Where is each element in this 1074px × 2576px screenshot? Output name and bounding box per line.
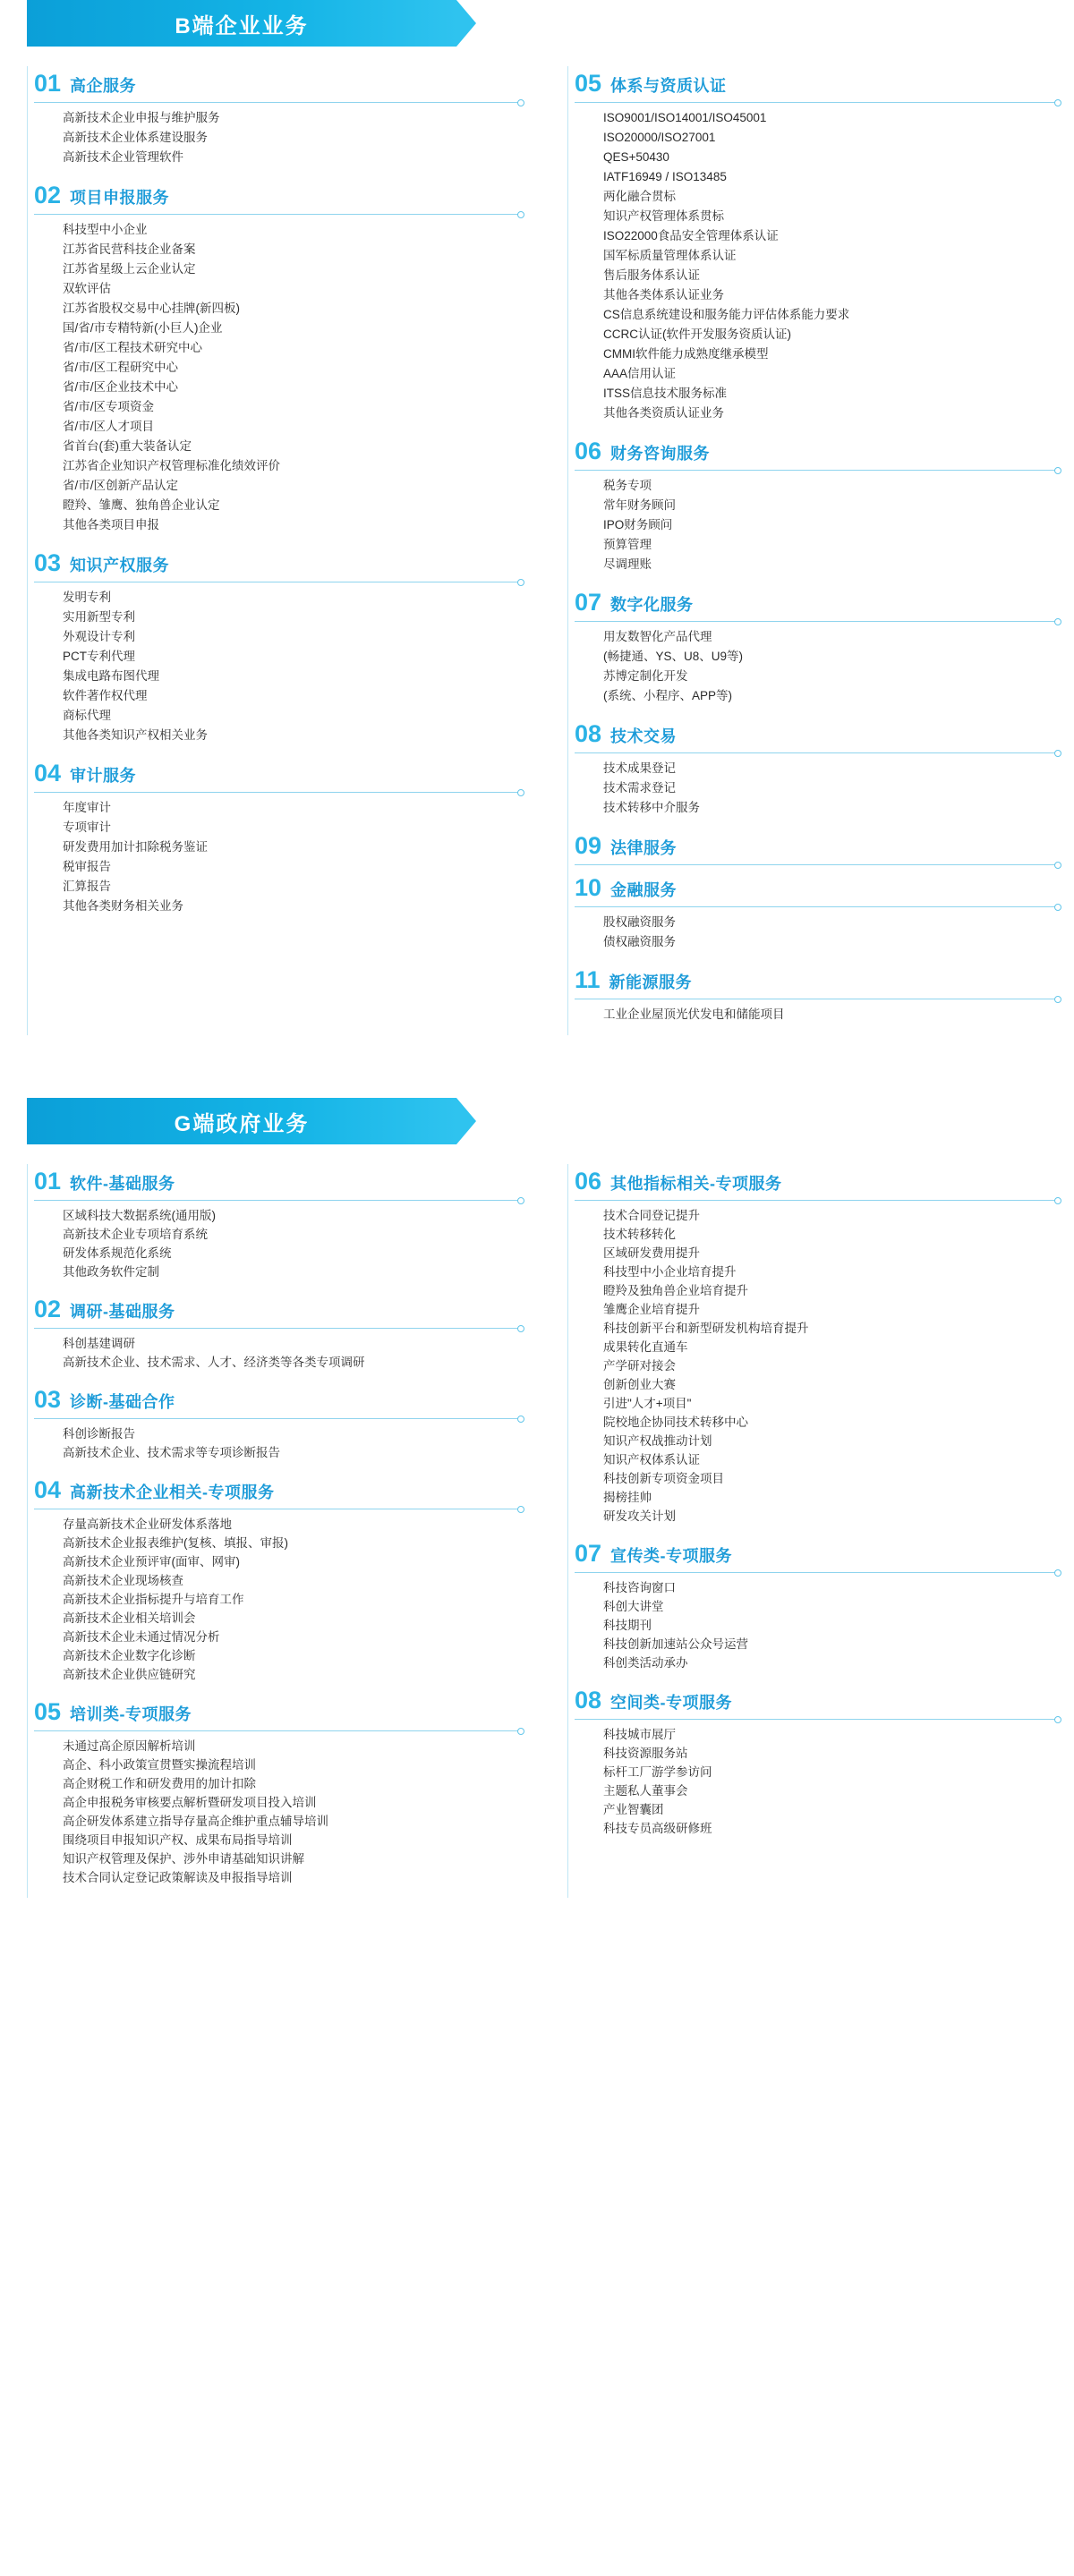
list-item: AAA信用认证 xyxy=(603,367,677,380)
list-item: 高新技术企业申报与维护服务 xyxy=(63,111,220,124)
list-item: 技术需求登记 xyxy=(603,781,676,795)
group-header[interactable] xyxy=(567,1683,1058,1719)
list-item: 科技创新加速站公众号运营 xyxy=(603,1637,748,1651)
list-item: 江苏省民营科技企业备案 xyxy=(63,242,196,256)
list-item: 高新技术企业相关培训会 xyxy=(63,1611,196,1625)
group-title: 调研-基础服务 xyxy=(70,1303,175,1321)
group-g01-ruanjian xyxy=(27,1164,521,1290)
list-item: 科创诊断报告 xyxy=(63,1427,135,1441)
list-item: 科创大讲堂 xyxy=(603,1600,664,1613)
list-item: 其他各类资质认证业务 xyxy=(603,406,724,420)
group-header[interactable] xyxy=(27,1382,521,1418)
section-columns-b xyxy=(0,47,1074,1035)
group-title: 高企服务 xyxy=(70,77,137,95)
group-title: 知识产权服务 xyxy=(70,557,170,574)
group-rule xyxy=(575,906,1058,907)
group-header[interactable] xyxy=(567,1164,1058,1200)
list-item: 科技型中小企业培育提升 xyxy=(603,1265,737,1279)
group-items xyxy=(27,220,521,544)
list-item: 技术合同登记提升 xyxy=(603,1209,700,1222)
list-item: 技术转移中介服务 xyxy=(603,801,700,814)
column-left-b xyxy=(0,66,537,1035)
group-08-jishujiaoyi xyxy=(567,717,1058,827)
section-banner-label: B端企业业务 xyxy=(175,13,309,38)
group-09-falv xyxy=(567,829,1058,865)
list-item: 江苏省星级上云企业认定 xyxy=(63,262,196,276)
group-number: 06 xyxy=(575,438,602,464)
list-item: ISO9001/ISO14001/ISO45001 xyxy=(603,111,767,124)
group-rule xyxy=(575,1572,1058,1573)
group-items xyxy=(567,759,1058,827)
group-items xyxy=(27,1737,521,1896)
list-item: 高企、科小政策宣贯暨实操流程培训 xyxy=(63,1758,256,1772)
group-number: 07 xyxy=(575,589,602,616)
list-item: 科创基建调研 xyxy=(63,1337,135,1350)
group-header[interactable] xyxy=(567,66,1058,102)
list-item: 知识产权管理及保护、涉外申请基础知识讲解 xyxy=(63,1852,304,1866)
group-header[interactable] xyxy=(567,963,1058,999)
group-rule xyxy=(34,792,521,793)
list-item: 软件著作权代理 xyxy=(63,689,148,702)
list-item: 存量高新技术企业研发体系落地 xyxy=(63,1518,232,1531)
list-item: 研发体系规范化系统 xyxy=(63,1246,172,1260)
list-item: 高新技术企业体系建设服务 xyxy=(63,131,208,144)
group-rule xyxy=(575,621,1058,622)
list-item: 集成电路布图代理 xyxy=(63,669,159,683)
list-item: 科创类活动承办 xyxy=(603,1656,688,1670)
list-item: 技术合同认定登记政策解读及申报指导培训 xyxy=(63,1871,293,1884)
list-item: 国军标质量管理体系认证 xyxy=(603,249,737,262)
group-rule xyxy=(575,864,1058,865)
list-item: 税务专项 xyxy=(603,479,652,492)
group-number: 02 xyxy=(34,1296,62,1322)
list-item: QES+50430 xyxy=(603,150,669,164)
group-items xyxy=(567,1725,1058,1847)
list-item: 其他各类体系认证业务 xyxy=(603,288,724,302)
group-header[interactable] xyxy=(27,546,521,582)
list-item: 知识产权体系认证 xyxy=(603,1453,700,1467)
group-header[interactable] xyxy=(567,585,1058,621)
list-item: 高新技术企业现场核查 xyxy=(63,1574,183,1587)
list-item: 高新技术企业数字化诊断 xyxy=(63,1649,196,1662)
section-banner-label: G端政府业务 xyxy=(174,1111,310,1136)
group-number: 08 xyxy=(575,720,602,747)
list-item: 年度审计 xyxy=(63,801,111,814)
group-header[interactable] xyxy=(27,1473,521,1509)
group-items xyxy=(567,1005,1058,1033)
list-item: 用友数智化产品代理 xyxy=(603,630,712,643)
list-item: 省/市/区工程研究中心 xyxy=(63,361,179,374)
list-item: 科技型中小企业 xyxy=(63,223,148,236)
list-item: 科技期刊 xyxy=(603,1619,652,1632)
group-number: 03 xyxy=(34,549,62,576)
list-item: 江苏省股权交易中心挂牌(新四板) xyxy=(63,302,240,315)
list-item: 创新创业大赛 xyxy=(603,1378,676,1391)
list-item: 瞪羚、雏鹰、独角兽企业认定 xyxy=(63,498,220,512)
list-item: 科技资源服务站 xyxy=(603,1747,688,1760)
group-g04-gaoxin xyxy=(27,1473,521,1693)
group-10-jinrong xyxy=(567,871,1058,961)
group-header[interactable] xyxy=(567,871,1058,906)
list-item: 研发费用加计扣除税务鉴证 xyxy=(63,840,208,854)
list-item: 高企研发体系建立指导存量高企维护重点辅导培训 xyxy=(63,1815,328,1828)
section-banner-b xyxy=(27,0,456,47)
list-item: 高新技术企业、技术需求等专项诊断报告 xyxy=(63,1446,280,1459)
list-item: 科技创新专项资金项目 xyxy=(603,1472,724,1485)
list-item: 揭榜挂帅 xyxy=(603,1491,652,1504)
group-number: 05 xyxy=(575,70,602,97)
section-columns-g xyxy=(0,1144,1074,1898)
group-items xyxy=(27,1424,521,1471)
list-item: ISO20000/ISO27001 xyxy=(603,131,716,144)
group-11-xinnengyuan xyxy=(567,963,1058,1033)
group-title: 宣传类-专项服务 xyxy=(610,1547,733,1565)
group-title: 培训类-专项服务 xyxy=(70,1705,192,1723)
group-rule xyxy=(575,470,1058,471)
group-g03-zhenduan xyxy=(27,1382,521,1471)
group-02-xiangmu xyxy=(27,178,521,544)
group-title: 技术交易 xyxy=(610,727,678,745)
list-item: 技术成果登记 xyxy=(603,761,676,775)
list-item: 成果转化直通车 xyxy=(603,1340,688,1354)
list-item: 区域科技大数据系统(通用版) xyxy=(63,1209,216,1222)
group-title: 其他指标相关-专项服务 xyxy=(610,1175,782,1193)
column-right-b xyxy=(537,66,1074,1035)
list-item: 知识产权战推动计划 xyxy=(603,1434,712,1448)
group-title: 新能源服务 xyxy=(609,973,693,991)
list-item: 科技咨询窗口 xyxy=(603,1581,676,1594)
group-05-tixi xyxy=(567,66,1058,432)
list-item: 高新技术企业管理软件 xyxy=(63,150,183,164)
group-number: 06 xyxy=(575,1168,602,1194)
group-header[interactable] xyxy=(27,66,521,102)
column-left-g xyxy=(0,1164,537,1898)
list-item: 外观设计专利 xyxy=(63,630,135,643)
list-item: ITSS信息技术服务标准 xyxy=(603,387,728,400)
group-rule xyxy=(34,102,521,103)
list-item: 高企申报税务审核要点解析暨研发项目投入培训 xyxy=(63,1796,317,1809)
group-number: 01 xyxy=(34,1168,62,1194)
list-item: 省/市/区专项资金 xyxy=(63,400,155,413)
group-06-caiwu xyxy=(567,434,1058,583)
group-number: 08 xyxy=(575,1687,602,1713)
list-item: 瞪羚及独角兽企业培育提升 xyxy=(603,1284,748,1297)
group-header[interactable] xyxy=(27,756,521,792)
group-07-shuzihua xyxy=(567,585,1058,715)
group-title: 金融服务 xyxy=(610,881,678,899)
group-rule xyxy=(34,1200,521,1201)
group-items xyxy=(567,627,1058,715)
list-item: 高新技术企业未通过情况分析 xyxy=(63,1630,220,1644)
list-item: 工业企业屋顶光伏发电和储能项目 xyxy=(603,1007,785,1021)
group-g06-qitazhibiao xyxy=(567,1164,1058,1535)
list-item: (系统、小程序、APP等) xyxy=(603,689,733,702)
list-item: 省首台(套)重大装备认定 xyxy=(63,439,192,453)
group-items xyxy=(27,1334,521,1381)
list-item: 围绕项目申报知识产权、成果布局指导培训 xyxy=(63,1833,293,1847)
group-header[interactable] xyxy=(567,717,1058,752)
group-title: 诊断-基础合作 xyxy=(70,1393,175,1411)
list-item: 其他政务软件定制 xyxy=(63,1265,159,1279)
list-item: 尽调理账 xyxy=(603,557,652,571)
group-items xyxy=(27,588,521,754)
group-header[interactable] xyxy=(27,1164,521,1200)
list-item: 科技专员高级研修班 xyxy=(603,1822,712,1835)
list-item: 商标代理 xyxy=(63,709,111,722)
group-g07-xuanchuan xyxy=(567,1536,1058,1681)
group-title: 财务咨询服务 xyxy=(610,445,711,463)
group-rule xyxy=(34,214,521,215)
group-title: 空间类-专项服务 xyxy=(610,1694,733,1712)
list-item: 引进"人才+项目" xyxy=(603,1397,692,1410)
list-item: 省/市/区创新产品认定 xyxy=(63,479,179,492)
list-item: 区域研发费用提升 xyxy=(603,1246,700,1260)
list-item: IATF16949 / ISO13485 xyxy=(603,170,727,183)
list-item: 科技城市展厅 xyxy=(603,1728,676,1741)
column-right-g xyxy=(537,1164,1074,1898)
list-item: 科技创新平台和新型研发机构培育提升 xyxy=(603,1322,809,1335)
list-item: 股权融资服务 xyxy=(603,915,676,929)
list-item: 江苏省企业知识产权管理标准化绩效评价 xyxy=(63,459,280,472)
group-items xyxy=(27,1206,521,1290)
group-01-gaoqi xyxy=(27,66,521,176)
list-item: 高企财税工作和研发费用的加计扣除 xyxy=(63,1777,256,1790)
group-g08-kongjian xyxy=(567,1683,1058,1847)
group-03-zhishichanquan xyxy=(27,546,521,754)
list-item: CCRC认证(软件开发服务资质认证) xyxy=(603,327,791,341)
list-item: 汇算报告 xyxy=(63,880,111,893)
group-items xyxy=(567,1206,1058,1535)
group-rule xyxy=(575,102,1058,103)
list-item: PCT专利代理 xyxy=(63,650,135,663)
list-item: IPO财务顾问 xyxy=(603,518,673,531)
list-item: 常年财务顾问 xyxy=(603,498,676,512)
list-item: 省/市/区人才项目 xyxy=(63,420,155,433)
list-item: 产业智囊团 xyxy=(603,1803,664,1816)
list-item: 其他各类项目申报 xyxy=(63,518,159,531)
group-g05-peixun xyxy=(27,1695,521,1896)
group-number: 05 xyxy=(34,1698,62,1725)
list-item: 实用新型专利 xyxy=(63,610,135,624)
list-item: 高新技术企业、技术需求、人才、经济类等各类专项调研 xyxy=(63,1356,365,1369)
group-items xyxy=(567,1578,1058,1681)
list-item: 国/省/市专精特新(小巨人)企业 xyxy=(63,321,223,335)
group-header[interactable] xyxy=(567,1536,1058,1572)
list-item: CMMI软件能力成熟度继承模型 xyxy=(603,347,769,361)
list-item: (畅捷通、YS、U8、U9等) xyxy=(603,650,744,663)
group-number: 04 xyxy=(34,760,62,786)
section-banner-g xyxy=(27,1098,456,1144)
group-number: 01 xyxy=(34,70,62,97)
group-rule xyxy=(575,1200,1058,1201)
group-title: 审计服务 xyxy=(70,767,137,785)
list-item: 高新技术企业预评审(面审、网审) xyxy=(63,1555,240,1569)
list-item: 专项审计 xyxy=(63,820,111,834)
group-items xyxy=(27,798,521,925)
list-item: 其他各类知识产权相关业务 xyxy=(63,728,208,742)
list-item: 售后服务体系认证 xyxy=(603,268,700,282)
list-item: 双软评估 xyxy=(63,282,111,295)
group-rule xyxy=(34,1730,521,1731)
list-item: ISO22000食品安全管理体系认证 xyxy=(603,229,779,242)
list-item: 高新技术企业报表维护(复核、填报、审报) xyxy=(63,1536,288,1550)
list-item: 其他各类财务相关业务 xyxy=(63,899,183,913)
list-item: 高新技术企业专项培育系统 xyxy=(63,1228,208,1241)
group-number: 11 xyxy=(575,966,601,993)
list-item: 发明专利 xyxy=(63,591,111,604)
group-rule xyxy=(34,1418,521,1419)
group-rule xyxy=(575,752,1058,753)
list-item: 雏鹰企业培育提升 xyxy=(603,1303,700,1316)
group-g02-diaoyan xyxy=(27,1292,521,1381)
list-item: 知识产权管理体系贯标 xyxy=(603,209,724,223)
list-item: 高新技术企业指标提升与培育工作 xyxy=(63,1593,244,1606)
list-item: 省/市/区企业技术中心 xyxy=(63,380,179,394)
group-items xyxy=(567,913,1058,961)
group-header[interactable] xyxy=(27,1695,521,1730)
list-item: 未通过高企原因解析培训 xyxy=(63,1739,196,1753)
group-title: 数字化服务 xyxy=(610,596,694,614)
list-item: 研发攻关计划 xyxy=(603,1509,676,1523)
group-number: 04 xyxy=(34,1476,62,1503)
list-item: 预算管理 xyxy=(603,538,652,551)
group-number: 09 xyxy=(575,832,602,859)
list-item: 省/市/区工程技术研究中心 xyxy=(63,341,203,354)
group-items xyxy=(567,108,1058,432)
section-b-end xyxy=(0,0,1074,1035)
group-header[interactable] xyxy=(567,434,1058,470)
group-number: 07 xyxy=(575,1540,602,1567)
group-header[interactable] xyxy=(567,829,1058,864)
group-header[interactable] xyxy=(27,178,521,214)
group-rule xyxy=(34,1328,521,1329)
group-items xyxy=(27,108,521,176)
group-header[interactable] xyxy=(27,1292,521,1328)
group-items xyxy=(27,1515,521,1693)
group-title: 高新技术企业相关-专项服务 xyxy=(70,1484,275,1501)
group-title: 项目申报服务 xyxy=(70,189,170,207)
list-item: 技术转移转化 xyxy=(603,1228,676,1241)
group-rule xyxy=(575,1719,1058,1720)
group-items xyxy=(567,476,1058,583)
group-title: 法律服务 xyxy=(610,839,678,857)
group-number: 02 xyxy=(34,182,62,208)
list-item: 主题私人董事会 xyxy=(603,1784,688,1798)
section-g-end xyxy=(0,1098,1074,1898)
group-04-shenji xyxy=(27,756,521,925)
group-number: 03 xyxy=(34,1386,62,1413)
list-item: CS信息系统建设和服务能力评估体系能力要求 xyxy=(603,308,850,321)
list-item: 税审报告 xyxy=(63,860,111,873)
list-item: 院校地企协同技术转移中心 xyxy=(603,1416,748,1429)
list-item: 产学研对接会 xyxy=(603,1359,676,1373)
group-title: 体系与资质认证 xyxy=(610,77,727,95)
list-item: 标杆工厂游学参访问 xyxy=(603,1765,712,1779)
group-title: 软件-基础服务 xyxy=(70,1175,175,1193)
list-item: 高新技术企业供应链研究 xyxy=(63,1668,196,1681)
list-item: 两化融合贯标 xyxy=(603,190,676,203)
list-item: 债权融资服务 xyxy=(603,935,676,948)
list-item: 苏博定制化开发 xyxy=(603,669,688,683)
group-number: 10 xyxy=(575,874,602,901)
